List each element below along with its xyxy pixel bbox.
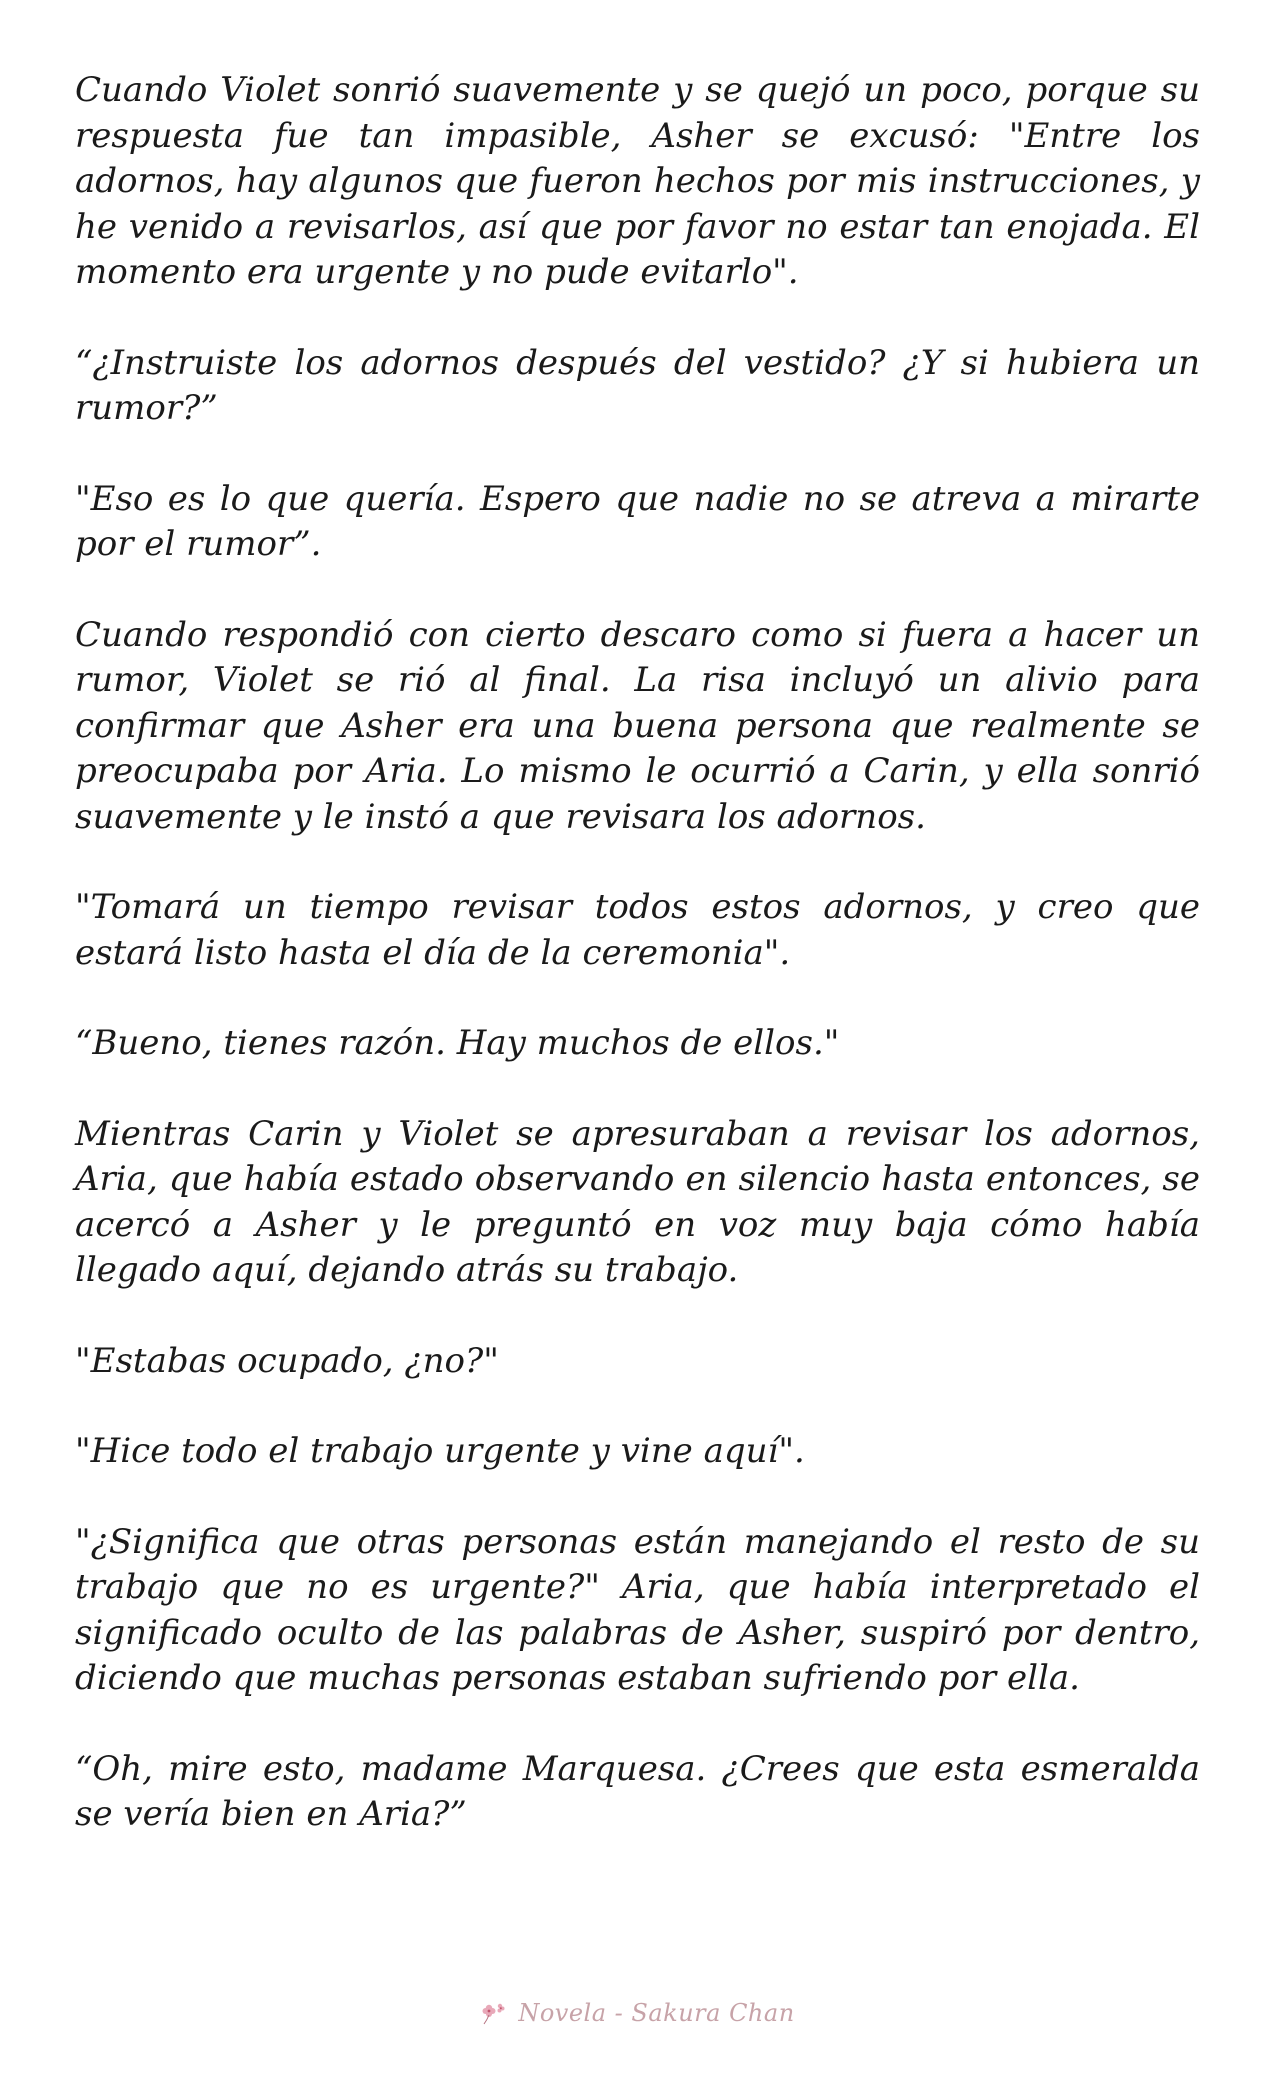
paragraph-7: Mientras Carin y Violet se apresuraban a revisar los adornos, Aria, que había estado observando en silencio hasta entonces, se acercó a Asher y le preguntó en voz muy baja cómo había llegado aquí, dejando atrás su trabajo. <box>75 1113 1200 1290</box>
document-body <box>75 68 1200 1883</box>
paragraph-3: "Eso es lo que quería. Espero que nadie no se atreva a mirarte por el rumor”. <box>75 478 1200 564</box>
paragraph-10: "¿Significa que otras personas están manejando el resto de su trabajo que no es urgente?" Aria, que había interpretado el significado oculto de las palabras de Asher, suspiró por dentro, diciendo que muchas personas estaban sufriendo por ella. <box>75 1521 1200 1698</box>
paragraph-6: “Bueno, tienes razón. Hay muchos de ellos." <box>75 1023 840 1063</box>
paragraph-9: "Hice todo el trabajo urgente y vine aquí". <box>75 1431 805 1471</box>
paragraph-4: Cuando respondió con cierto descaro como si fuera a hacer un rumor, Violet se rió al final. La risa incluyó un alivio para confirmar que Asher era una buena persona que realmente se preocupaba por Aria. Lo mismo le ocurrió a Carin, y ella sonrió suavemente y le instó a que revisara los adornos. <box>75 614 1200 837</box>
paragraph-2: “¿Instruiste los adornos después del vestido? ¿Y si hubiera un rumor?” <box>75 342 1200 428</box>
paragraph-11: “Oh, mire esto, madame Marquesa. ¿Crees que esta esmeralda se vería bien en Aria?” <box>75 1748 1200 1834</box>
sakura-flower-icon <box>480 2000 510 2026</box>
paragraph-1: Cuando Violet sonrió suavemente y se quejó un poco, porque su respuesta fue tan impasible, Asher se excusó: "Entre los adornos, hay algunos que fueron hechos por mis instrucciones, y he venido a revisarlos, así que por favor no estar tan enojada. El momento era urgente y no pude evitarlo". <box>75 70 1200 292</box>
paragraph-5: "Tomará un tiempo revisar todos estos adornos, y creo que estará listo hasta el día de la ceremonia". <box>75 887 1200 973</box>
watermark-text: Novela - Sakura Chan <box>518 1999 795 2027</box>
watermark <box>0 1993 1275 2033</box>
paragraph-8: "Estabas ocupado, ¿no?" <box>75 1340 499 1381</box>
